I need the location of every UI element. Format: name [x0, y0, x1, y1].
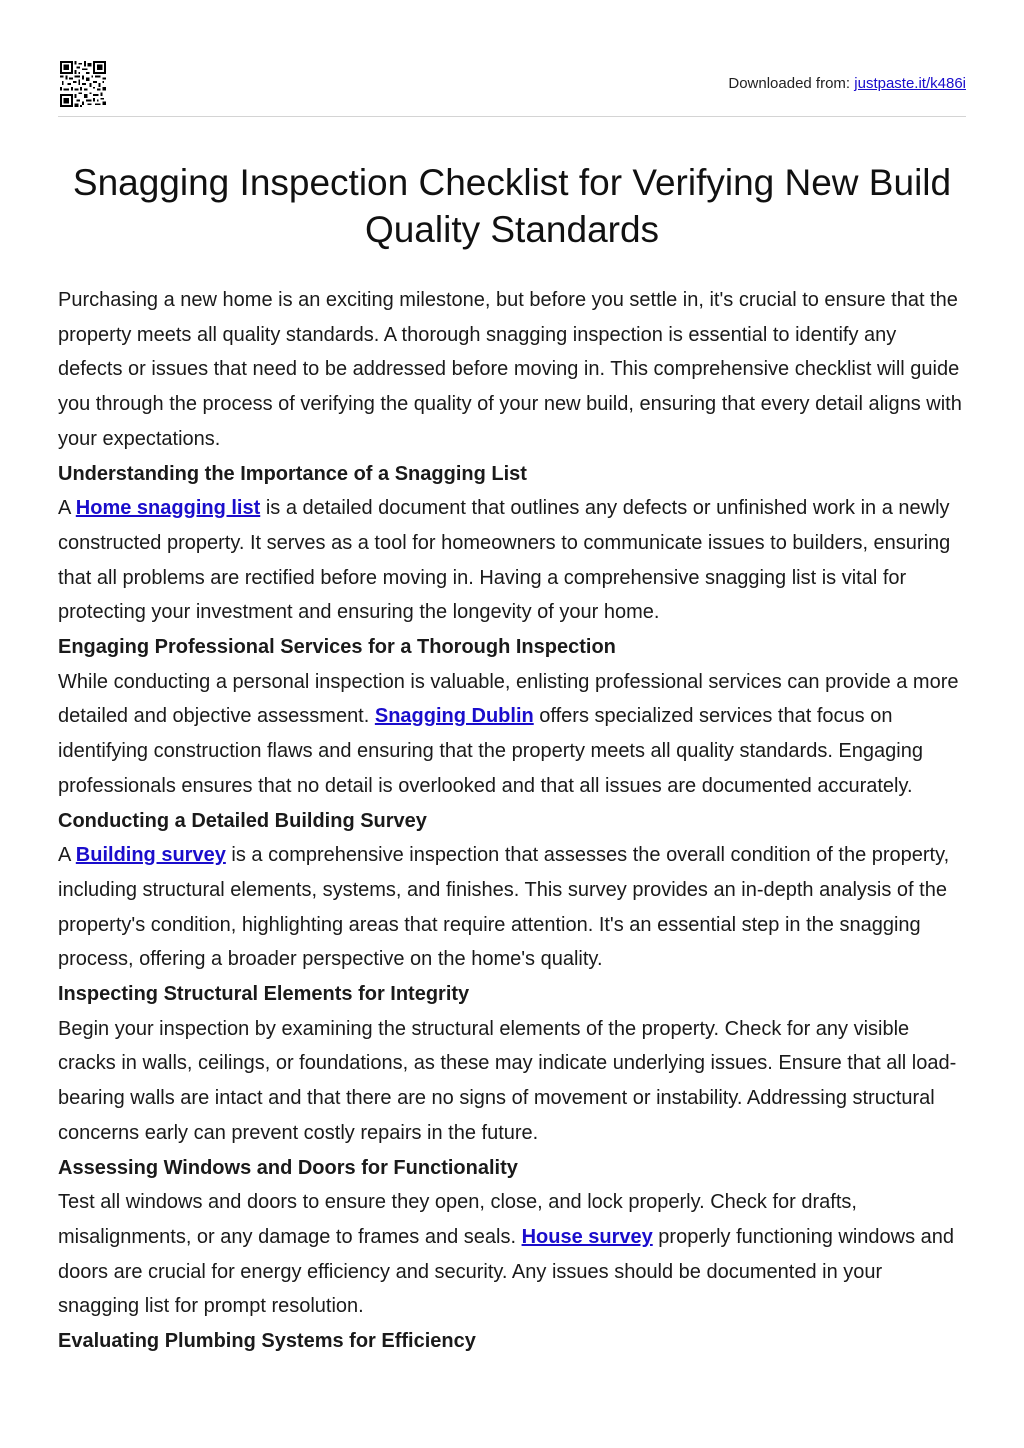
page-header: [58, 0, 966, 117]
source-link[interactable]: justpaste.it/k486i: [854, 75, 966, 92]
section-heading-plumbing: Evaluating Plumbing Systems for Efficiency: [58, 1330, 476, 1353]
downloaded-from: [728, 75, 966, 92]
snagging-dublin-link[interactable]: Snagging Dublin: [374, 705, 534, 728]
article-body: [58, 283, 966, 1359]
paragraph-text: is a detailed document that outlines any defects or unfinished work in a newly constructed property. It serves as a tool for homeowners to communicate issues to builders, ensuring that all problems are rectified before moving in. Having a comprehensive snagging list is vital for protecting your investment and ensuring the longevity of your home.: [58, 497, 951, 624]
section-heading-building-survey: Conducting a Detailed Building Survey: [58, 809, 427, 832]
section-heading-professional-services: Engaging Professional Services for a Thorough Inspection: [58, 636, 616, 659]
paragraph-text: While conducting a personal inspection is valuable, enlisting professional services can provide a more detailed and objective assessment.: [58, 670, 959, 728]
section-paragraph-windows-doors: [58, 1185, 966, 1324]
section-heading-structural-elements: Inspecting Structural Elements for Integrity: [58, 983, 470, 1006]
section-paragraph-building-survey: [58, 838, 966, 977]
house-survey-link[interactable]: House survey: [521, 1225, 653, 1248]
downloaded-label: Downloaded from:: [728, 75, 855, 92]
home-snagging-list-link[interactable]: Home snagging list: [75, 497, 261, 520]
paragraph-text: offers specialized services that focus on identifying construction flaws and ensuring that the property meets all quality standards. Engaging professionals ensures that no detail is overlooked and that all issues are documented accurately.: [58, 705, 923, 797]
qr-code-icon: [60, 61, 106, 107]
section-paragraph-snagging-list: [58, 491, 966, 630]
page-title: Snagging Inspection Checklist for Verifying New Build Quality Standards: [72, 162, 952, 250]
paragraph-text: properly functioning windows and doors are crucial for energy efficiency and security. Any issues should be documented in your snagging list for prompt resolution.: [58, 1225, 955, 1318]
paragraph-text: A: [58, 844, 76, 867]
section-heading-snagging-list: Understanding the Importance of a Snagging List: [58, 462, 527, 485]
paragraph-text: A: [58, 497, 76, 520]
building-survey-link[interactable]: Building survey: [75, 844, 226, 867]
document-page: [58, 0, 966, 1359]
paragraph-text: Test all windows and doors to ensure they open, close, and lock properly. Check for drafts, misalignments, or any damage to frames and seals.: [58, 1191, 857, 1248]
section-paragraph-structural-elements: Begin your inspection by examining the structural elements of the property. Check for any visible cracks in walls, ceilings, or foundations, as these may indicate underlying issues. Ensure that all load-bearing walls are intact and that there are no signs of movement or instability. Addressing structural concerns early can prevent costly repairs in the future.: [58, 1017, 957, 1144]
intro-paragraph: Purchasing a new home is an exciting milestone, but before you settle in, it's crucial to ensure that the property meets all quality standards. A thorough snagging inspection is essential to identify any defects or issues that need to be addressed before moving in. This comprehensive checklist will guide you through the process of verifying the quality of your new build, ensuring that every detail aligns with your expectations.: [58, 289, 962, 450]
paragraph-text: is a comprehensive inspection that assesses the overall condition of the property, including structural elements, systems, and finishes. This survey provides an in-depth analysis of the property's condition, highlighting areas that require attention. It's an essential step in the snagging process, offering a broader perspective on the home's quality.: [58, 844, 950, 971]
section-paragraph-professional-services: [58, 665, 966, 804]
section-heading-windows-doors: Assessing Windows and Doors for Functionality: [58, 1156, 518, 1179]
